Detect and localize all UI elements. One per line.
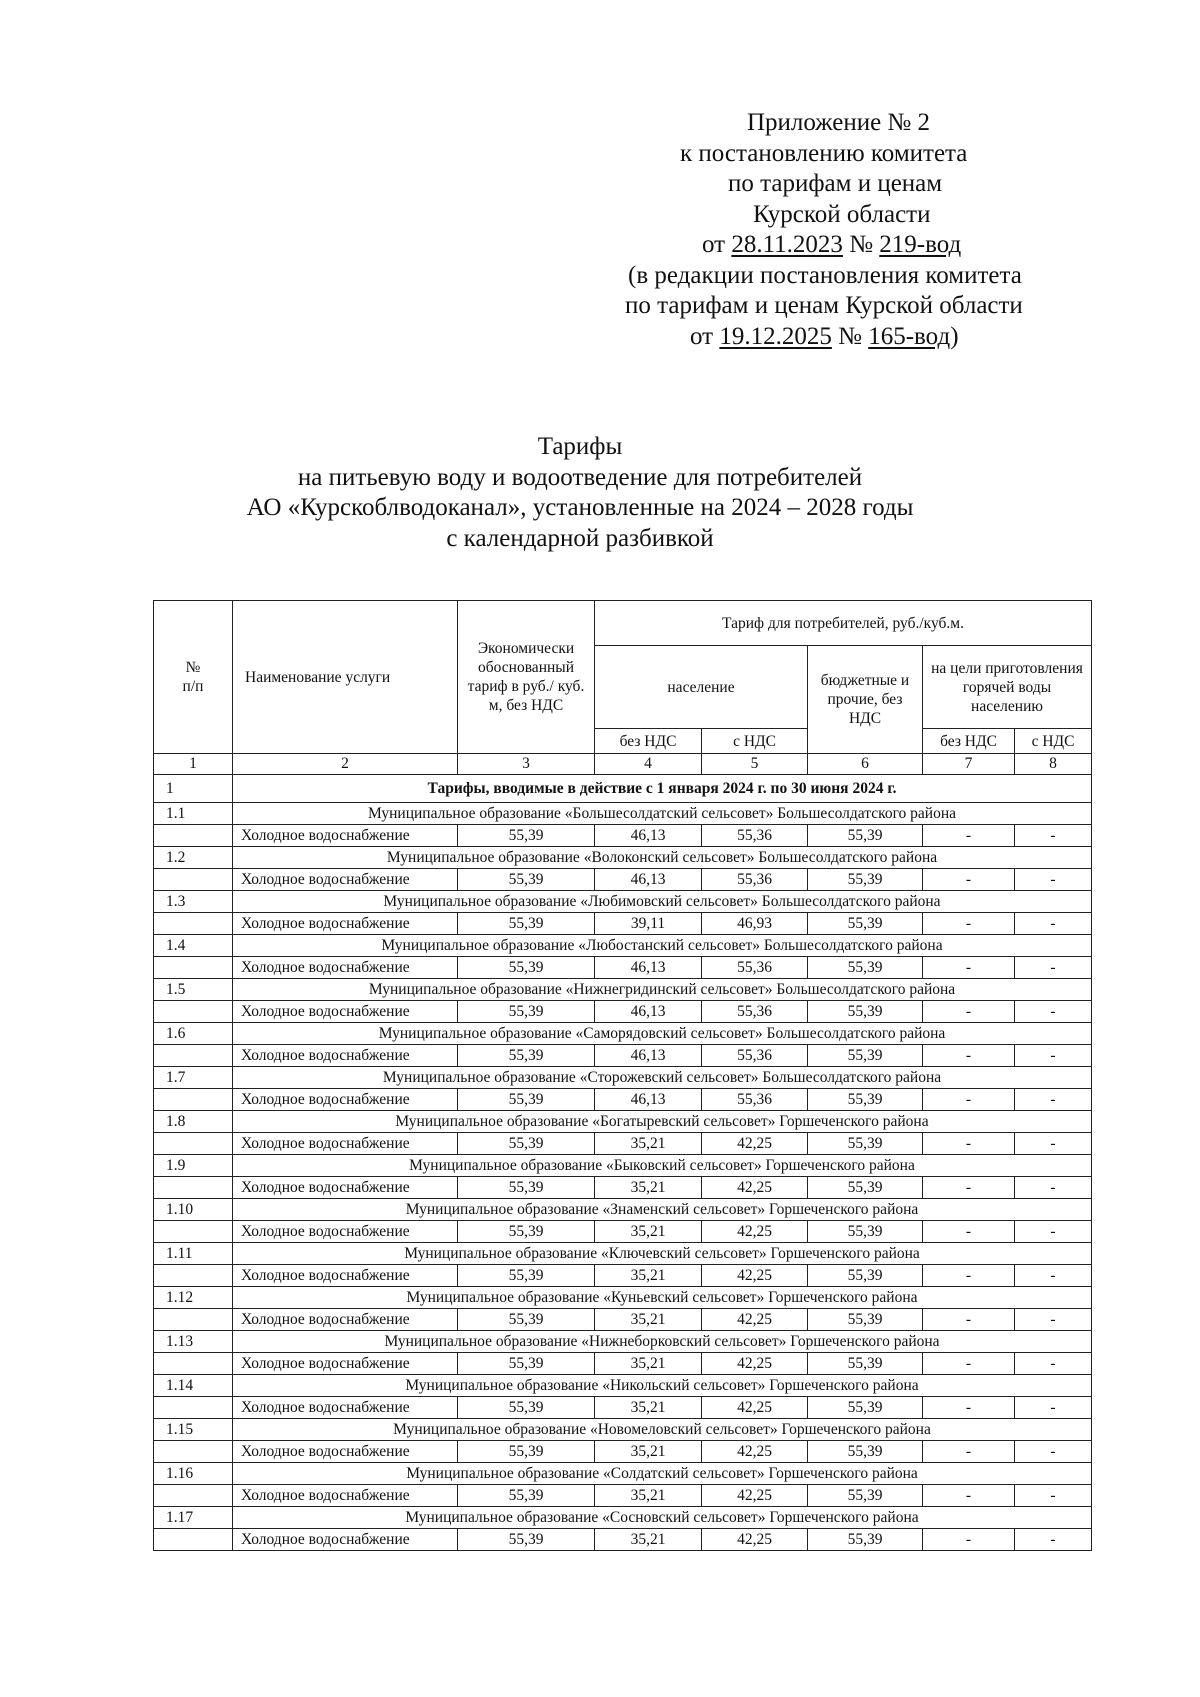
pop-with-vat-cell: 55,36 xyxy=(702,1089,808,1111)
municipality-index: 1.16 xyxy=(154,1463,233,1485)
hw-without-vat-cell: - xyxy=(923,1001,1015,1023)
appendix-header xyxy=(600,108,1160,352)
econ-tariff-cell: 55,39 xyxy=(458,1485,595,1507)
municipality-index: 1.1 xyxy=(154,803,233,825)
pop-without-vat-cell: 35,21 xyxy=(595,1265,702,1287)
pop-with-vat-cell: 42,25 xyxy=(702,1177,808,1199)
tariff-row xyxy=(154,1045,1092,1067)
budget-cell: 55,39 xyxy=(808,913,923,935)
hw-without-vat-cell: - xyxy=(923,957,1015,979)
municipality-row xyxy=(154,891,1092,913)
empty-index-cell xyxy=(154,1309,233,1331)
pop-without-vat-cell: 46,13 xyxy=(595,1045,702,1067)
pop-without-vat-cell: 46,13 xyxy=(595,1089,702,1111)
tariff-row xyxy=(154,1441,1092,1463)
municipality-index: 1.12 xyxy=(154,1287,233,1309)
municipality-row xyxy=(154,1507,1092,1529)
service-name-cell: Холодное водоснабжение xyxy=(233,1397,458,1419)
budget-cell: 55,39 xyxy=(808,1221,923,1243)
hw-without-vat-cell: - xyxy=(923,913,1015,935)
empty-index-cell xyxy=(154,1353,233,1375)
title-line-2: на питьевую воду и водоотведение для потребителей xyxy=(297,463,863,491)
municipality-row xyxy=(154,1155,1092,1177)
header-number-pp: п/п xyxy=(182,678,204,695)
header-hw-with-vat: с НДС xyxy=(1015,729,1092,754)
service-name-cell: Холодное водоснабжение xyxy=(233,1089,458,1111)
pop-with-vat-cell: 42,25 xyxy=(702,1397,808,1419)
hw-with-vat-cell: - xyxy=(1015,1045,1092,1067)
section-index: 1 xyxy=(154,775,233,803)
appendix-line-3: по тарифам и ценам xyxy=(728,170,943,197)
municipality-row xyxy=(154,1067,1092,1089)
pop-with-vat-cell: 55,36 xyxy=(702,1001,808,1023)
econ-tariff-cell: 55,39 xyxy=(458,1265,595,1287)
service-name-cell: Холодное водоснабжение xyxy=(233,1265,458,1287)
municipality-index: 1.4 xyxy=(154,935,233,957)
column-number: 4 xyxy=(595,754,702,775)
appendix-date-prefix: от xyxy=(702,231,726,258)
pop-with-vat-cell: 42,25 xyxy=(702,1353,808,1375)
hw-with-vat-cell: - xyxy=(1015,1133,1092,1155)
hw-with-vat-cell: - xyxy=(1015,1089,1092,1111)
pop-with-vat-cell: 55,36 xyxy=(702,957,808,979)
tariff-row xyxy=(154,913,1092,935)
pop-with-vat-cell: 55,36 xyxy=(702,1045,808,1067)
hw-without-vat-cell: - xyxy=(923,1133,1015,1155)
appendix-line-2: к постановлению комитета xyxy=(680,139,968,167)
econ-tariff-cell: 55,39 xyxy=(458,1177,595,1199)
budget-cell: 55,39 xyxy=(808,1045,923,1067)
empty-index-cell xyxy=(154,1265,233,1287)
hw-with-vat-cell: - xyxy=(1015,825,1092,847)
municipality-row xyxy=(154,1199,1092,1221)
budget-cell: 55,39 xyxy=(808,957,923,979)
municipality-name: Муниципальное образование «Солдатский сельсовет» Горшеченского района xyxy=(233,1463,1092,1485)
pop-with-vat-cell: 42,25 xyxy=(702,1133,808,1155)
empty-index-cell xyxy=(154,1133,233,1155)
econ-tariff-cell: 55,39 xyxy=(458,913,595,935)
municipality-index: 1.3 xyxy=(154,891,233,913)
municipality-name: Муниципальное образование «Большесолдатский сельсовет» Большесолдатского района xyxy=(233,803,1092,825)
header-consumer-tariff: Тариф для потребителей, руб./куб.м. xyxy=(595,601,1092,646)
tariff-row xyxy=(154,1353,1092,1375)
empty-index-cell xyxy=(154,1529,233,1551)
econ-tariff-cell: 55,39 xyxy=(458,1353,595,1375)
municipality-row xyxy=(154,979,1092,1001)
tariff-row xyxy=(154,1001,1092,1023)
municipality-index: 1.17 xyxy=(154,1507,233,1529)
municipality-name: Муниципальное образование «Быковский сельсовет» Горшеченского района xyxy=(233,1155,1092,1177)
empty-index-cell xyxy=(154,869,233,891)
pop-without-vat-cell: 35,21 xyxy=(595,1353,702,1375)
empty-index-cell xyxy=(154,1045,233,1067)
empty-index-cell xyxy=(154,957,233,979)
service-name-cell: Холодное водоснабжение xyxy=(233,1001,458,1023)
service-name-cell: Холодное водоснабжение xyxy=(233,1529,458,1551)
econ-tariff-cell: 55,39 xyxy=(458,1133,595,1155)
municipality-index: 1.7 xyxy=(154,1067,233,1089)
revision-number-sign: № xyxy=(838,322,862,350)
hw-with-vat-cell: - xyxy=(1015,1177,1092,1199)
service-name-cell: Холодное водоснабжение xyxy=(233,1309,458,1331)
empty-index-cell xyxy=(154,913,233,935)
municipality-name: Муниципальное образование «Ключевский сельсовет» Горшеченского района xyxy=(233,1243,1092,1265)
municipality-row xyxy=(154,1375,1092,1397)
hw-without-vat-cell: - xyxy=(923,1309,1015,1331)
section-row xyxy=(154,775,1092,803)
budget-cell: 55,39 xyxy=(808,1485,923,1507)
tariff-row xyxy=(154,957,1092,979)
econ-tariff-cell: 55,39 xyxy=(458,1529,595,1551)
hw-with-vat-cell: - xyxy=(1015,1441,1092,1463)
tariff-row xyxy=(154,1485,1092,1507)
pop-without-vat-cell: 35,21 xyxy=(595,1133,702,1155)
service-name-cell: Холодное водоснабжение xyxy=(233,1221,458,1243)
column-number: 6 xyxy=(808,754,923,775)
pop-with-vat-cell: 42,25 xyxy=(702,1441,808,1463)
hw-without-vat-cell: - xyxy=(923,1353,1015,1375)
appendix-line-5 xyxy=(600,230,1160,261)
econ-tariff-cell: 55,39 xyxy=(458,1045,595,1067)
pop-with-vat-cell: 42,25 xyxy=(702,1221,808,1243)
municipality-name: Муниципальное образование «Никольский сельсовет» Горшеченского района xyxy=(233,1375,1092,1397)
column-number: 3 xyxy=(458,754,595,775)
pop-without-vat-cell: 46,13 xyxy=(595,825,702,847)
header-pop-with-vat: с НДС xyxy=(702,729,808,754)
hw-without-vat-cell: - xyxy=(923,1441,1015,1463)
pop-with-vat-cell: 42,25 xyxy=(702,1265,808,1287)
empty-index-cell xyxy=(154,1001,233,1023)
municipality-name: Муниципальное образование «Куньевский сельсовет» Горшеченского района xyxy=(233,1287,1092,1309)
header-service-name: Наименование услуги xyxy=(233,601,458,754)
municipality-name: Муниципальное образование «Нижнеборковский сельсовет» Горшеченского района xyxy=(233,1331,1092,1353)
municipality-index: 1.8 xyxy=(154,1111,233,1133)
pop-without-vat-cell: 39,11 xyxy=(595,913,702,935)
hw-without-vat-cell: - xyxy=(923,869,1015,891)
column-number: 1 xyxy=(154,754,233,775)
tariff-row xyxy=(154,1397,1092,1419)
appendix-line-1: Приложение № 2 xyxy=(747,109,931,136)
hw-without-vat-cell: - xyxy=(923,1265,1015,1287)
title-line-3: АО «Курскоблводоканал», установленные на 2024 – 2028 годы xyxy=(246,494,914,521)
hw-without-vat-cell: - xyxy=(923,1177,1015,1199)
budget-cell: 55,39 xyxy=(808,1001,923,1023)
service-name-cell: Холодное водоснабжение xyxy=(233,957,458,979)
tariff-row xyxy=(154,869,1092,891)
service-name-cell: Холодное водоснабжение xyxy=(233,913,458,935)
column-number: 5 xyxy=(702,754,808,775)
budget-cell: 55,39 xyxy=(808,869,923,891)
municipality-row xyxy=(154,1023,1092,1045)
revision-close-paren: ) xyxy=(950,322,959,350)
budget-cell: 55,39 xyxy=(808,1353,923,1375)
revision-date-prefix: от xyxy=(690,322,714,350)
tariff-row xyxy=(154,1133,1092,1155)
pop-without-vat-cell: 46,13 xyxy=(595,957,702,979)
service-name-cell: Холодное водоснабжение xyxy=(233,1045,458,1067)
municipality-name: Муниципальное образование «Любостанский сельсовет» Большесолдатского района xyxy=(233,935,1092,957)
budget-cell: 55,39 xyxy=(808,1441,923,1463)
econ-tariff-cell: 55,39 xyxy=(458,869,595,891)
municipality-index: 1.5 xyxy=(154,979,233,1001)
hw-with-vat-cell: - xyxy=(1015,1221,1092,1243)
budget-cell: 55,39 xyxy=(808,1397,923,1419)
header-hot-water: на цели приготовления горячей воды населению xyxy=(923,646,1092,729)
municipality-row xyxy=(154,803,1092,825)
tariff-row xyxy=(154,1221,1092,1243)
header-hw-without-vat: без НДС xyxy=(923,729,1015,754)
budget-cell: 55,39 xyxy=(808,825,923,847)
municipality-index: 1.2 xyxy=(154,847,233,869)
tariffs-table xyxy=(153,600,1092,1551)
header-number-sign: № xyxy=(185,659,201,676)
hw-with-vat-cell: - xyxy=(1015,957,1092,979)
service-name-cell: Холодное водоснабжение xyxy=(233,869,458,891)
municipality-index: 1.10 xyxy=(154,1199,233,1221)
revision-number: 165-вод xyxy=(868,322,951,350)
pop-without-vat-cell: 35,21 xyxy=(595,1397,702,1419)
empty-index-cell xyxy=(154,1221,233,1243)
municipality-name: Муниципальное образование «Новомеловский сельсовет» Горшеченского района xyxy=(233,1419,1092,1441)
econ-tariff-cell: 55,39 xyxy=(458,1441,595,1463)
budget-cell: 55,39 xyxy=(808,1265,923,1287)
pop-without-vat-cell: 35,21 xyxy=(595,1221,702,1243)
municipality-row xyxy=(154,935,1092,957)
hw-with-vat-cell: - xyxy=(1015,1001,1092,1023)
municipality-name: Муниципальное образование «Богатыревский сельсовет» Горшеченского района xyxy=(233,1111,1092,1133)
econ-tariff-cell: 55,39 xyxy=(458,825,595,847)
hw-without-vat-cell: - xyxy=(923,1221,1015,1243)
budget-cell: 55,39 xyxy=(808,1177,923,1199)
tariff-row xyxy=(154,1177,1092,1199)
pop-without-vat-cell: 46,13 xyxy=(595,1001,702,1023)
municipality-row xyxy=(154,847,1092,869)
hw-without-vat-cell: - xyxy=(923,1045,1015,1067)
column-number: 8 xyxy=(1015,754,1092,775)
appendix-number-sign: № xyxy=(849,231,874,258)
revision-date: 19.12.2025 xyxy=(719,322,832,350)
title-line-4: с календарной разбивкой xyxy=(446,524,714,552)
econ-tariff-cell: 55,39 xyxy=(458,957,595,979)
appendix-line-6: (в редакции постановления комитета xyxy=(628,261,1022,289)
hw-with-vat-cell: - xyxy=(1015,869,1092,891)
hw-with-vat-cell: - xyxy=(1015,1397,1092,1419)
pop-without-vat-cell: 35,21 xyxy=(595,1529,702,1551)
municipality-row xyxy=(154,1243,1092,1265)
hw-with-vat-cell: - xyxy=(1015,1353,1092,1375)
header-population: население xyxy=(595,646,808,729)
service-name-cell: Холодное водоснабжение xyxy=(233,1353,458,1375)
municipality-index: 1.13 xyxy=(154,1331,233,1353)
econ-tariff-cell: 55,39 xyxy=(458,1221,595,1243)
empty-index-cell xyxy=(154,1177,233,1199)
tariff-row xyxy=(154,1529,1092,1551)
budget-cell: 55,39 xyxy=(808,1309,923,1331)
service-name-cell: Холодное водоснабжение xyxy=(233,1177,458,1199)
hw-with-vat-cell: - xyxy=(1015,1265,1092,1287)
empty-index-cell xyxy=(154,1089,233,1111)
tariff-row xyxy=(154,1309,1092,1331)
municipality-row xyxy=(154,1287,1092,1309)
municipality-name: Муниципальное образование «Волоконский сельсовет» Большесолдатского района xyxy=(233,847,1092,869)
econ-tariff-cell: 55,39 xyxy=(458,1309,595,1331)
column-number-row xyxy=(154,754,1092,775)
municipality-index: 1.14 xyxy=(154,1375,233,1397)
hw-without-vat-cell: - xyxy=(923,1089,1015,1111)
municipality-index: 1.9 xyxy=(154,1155,233,1177)
pop-without-vat-cell: 35,21 xyxy=(595,1441,702,1463)
municipality-row xyxy=(154,1331,1092,1353)
budget-cell: 55,39 xyxy=(808,1529,923,1551)
hw-without-vat-cell: - xyxy=(923,825,1015,847)
appendix-number: 219-вод xyxy=(879,231,962,258)
tariff-row xyxy=(154,1089,1092,1111)
header-pop-without-vat: без НДС xyxy=(595,729,702,754)
municipality-name: Муниципальное образование «Любимовский сельсовет» Большесолдатского района xyxy=(233,891,1092,913)
hw-without-vat-cell: - xyxy=(923,1529,1015,1551)
municipality-index: 1.15 xyxy=(154,1419,233,1441)
column-number: 7 xyxy=(923,754,1015,775)
appendix-date: 28.11.2023 xyxy=(731,231,843,258)
pop-with-vat-cell: 42,25 xyxy=(702,1529,808,1551)
pop-without-vat-cell: 46,13 xyxy=(595,869,702,891)
pop-with-vat-cell: 55,36 xyxy=(702,825,808,847)
pop-with-vat-cell: 42,25 xyxy=(702,1309,808,1331)
econ-tariff-cell: 55,39 xyxy=(458,1397,595,1419)
municipality-name: Муниципальное образование «Знаменский сельсовет» Горшеченского района xyxy=(233,1199,1092,1221)
municipality-name: Муниципальное образование «Сторожевский сельсовет» Большесолдатского района xyxy=(233,1067,1092,1089)
municipality-row xyxy=(154,1111,1092,1133)
tariff-row xyxy=(154,1265,1092,1287)
appendix-line-8 xyxy=(600,322,1160,353)
hw-without-vat-cell: - xyxy=(923,1485,1015,1507)
header-row-1 xyxy=(154,601,1092,646)
pop-without-vat-cell: 35,21 xyxy=(595,1309,702,1331)
hw-with-vat-cell: - xyxy=(1015,1529,1092,1551)
tariff-row xyxy=(154,825,1092,847)
header-number xyxy=(154,601,233,754)
municipality-name: Муниципальное образование «Сосновский сельсовет» Горшеченского района xyxy=(233,1507,1092,1529)
document-title xyxy=(140,432,1020,554)
service-name-cell: Холодное водоснабжение xyxy=(233,1133,458,1155)
pop-without-vat-cell: 35,21 xyxy=(595,1177,702,1199)
pop-with-vat-cell: 42,25 xyxy=(702,1485,808,1507)
empty-index-cell xyxy=(154,1485,233,1507)
hw-with-vat-cell: - xyxy=(1015,1309,1092,1331)
municipality-name: Муниципальное образование «Нижнегридинский сельсовет» Большесолдатского района xyxy=(233,979,1092,1001)
budget-cell: 55,39 xyxy=(808,1133,923,1155)
municipality-index: 1.6 xyxy=(154,1023,233,1045)
pop-without-vat-cell: 35,21 xyxy=(595,1485,702,1507)
empty-index-cell xyxy=(154,1397,233,1419)
header-econ-tariff: Экономически обоснованный тариф в руб./ куб. м, без НДС xyxy=(458,601,595,754)
title-line-1: Тарифы xyxy=(537,433,623,460)
municipality-name: Муниципальное образование «Саморядовский сельсовет» Большесолдатского района xyxy=(233,1023,1092,1045)
pop-with-vat-cell: 46,93 xyxy=(702,913,808,935)
service-name-cell: Холодное водоснабжение xyxy=(233,1485,458,1507)
municipality-row xyxy=(154,1463,1092,1485)
column-number: 2 xyxy=(233,754,458,775)
empty-index-cell xyxy=(154,825,233,847)
section-title: Тарифы, вводимые в действие с 1 января 2024 г. по 30 июня 2024 г. xyxy=(233,775,1092,803)
econ-tariff-cell: 55,39 xyxy=(458,1089,595,1111)
appendix-line-4: Курской области xyxy=(753,200,931,228)
service-name-cell: Холодное водоснабжение xyxy=(233,825,458,847)
pop-with-vat-cell: 55,36 xyxy=(702,869,808,891)
budget-cell: 55,39 xyxy=(808,1089,923,1111)
municipality-index: 1.11 xyxy=(154,1243,233,1265)
empty-index-cell xyxy=(154,1441,233,1463)
hw-without-vat-cell: - xyxy=(923,1397,1015,1419)
municipality-row xyxy=(154,1419,1092,1441)
appendix-line-7: по тарифам и ценам Курской области xyxy=(625,292,1023,319)
header-budget: бюджетные и прочие, без НДС xyxy=(808,646,923,754)
hw-with-vat-cell: - xyxy=(1015,913,1092,935)
hw-with-vat-cell: - xyxy=(1015,1485,1092,1507)
service-name-cell: Холодное водоснабжение xyxy=(233,1441,458,1463)
econ-tariff-cell: 55,39 xyxy=(458,1001,595,1023)
